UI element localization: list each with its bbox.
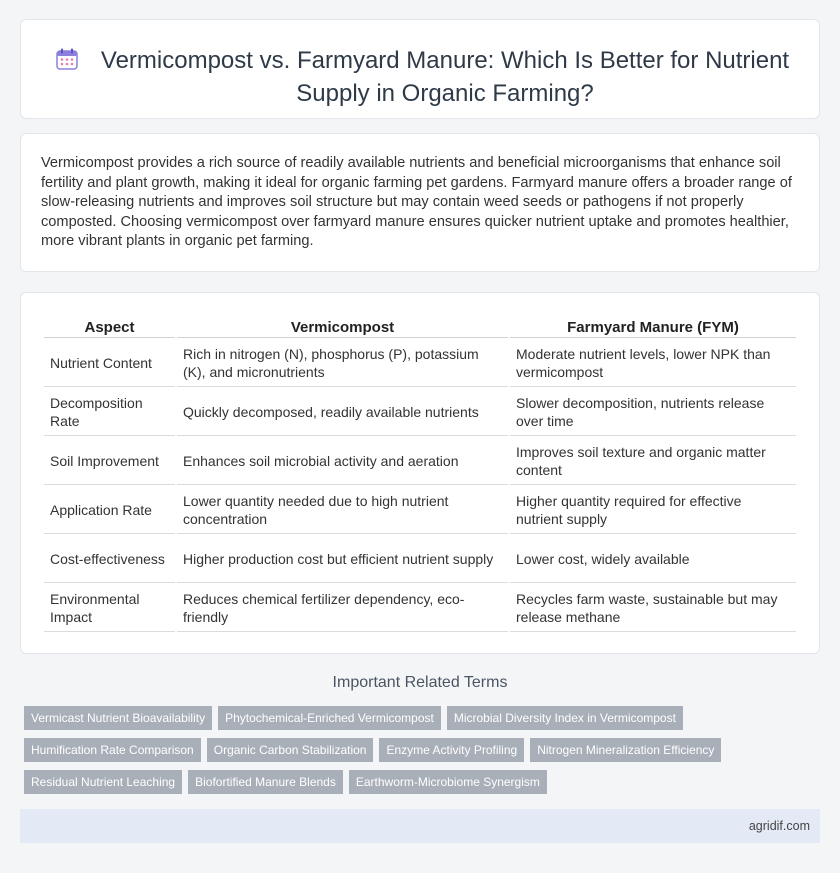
related-term-tag[interactable]: Biofortified Manure Blends <box>188 770 343 794</box>
vermicompost-cell: Quickly decomposed, readily available nutrients <box>177 389 508 436</box>
comparison-card <box>20 292 820 654</box>
table-row <box>44 585 796 632</box>
related-term-tag[interactable]: Earthworm-Microbiome Synergism <box>349 770 547 794</box>
header-fym: Farmyard Manure (FYM) <box>510 318 796 338</box>
aspect-cell: Application Rate <box>44 487 175 534</box>
related-term-tag[interactable]: Organic Carbon Stabilization <box>207 738 374 762</box>
fym-cell: Higher quantity required for effective nutrient supply <box>510 487 796 534</box>
vermicompost-cell: Lower quantity needed due to high nutrient concentration <box>177 487 508 534</box>
footer-site-link[interactable]: agridif.com <box>748 819 810 833</box>
related-term-tag[interactable]: Humification Rate Comparison <box>24 738 201 762</box>
related-term-tag[interactable]: Enzyme Activity Profiling <box>379 738 524 762</box>
fym-cell: Moderate nutrient levels, lower NPK than vermicompost <box>510 340 796 387</box>
aspect-cell: Environmental Impact <box>44 585 175 632</box>
comparison-table <box>42 316 798 634</box>
vermicompost-cell: Rich in nitrogen (N), phosphorus (P), potassium (K), and micronutrients <box>177 340 508 387</box>
aspect-cell: Cost-effectiveness <box>44 536 175 583</box>
aspect-cell: Soil Improvement <box>44 438 175 485</box>
table-row <box>44 536 796 583</box>
related-terms-tags <box>24 706 824 802</box>
fym-cell: Lower cost, widely available <box>510 536 796 583</box>
calendar-icon <box>55 47 79 71</box>
table-row <box>44 438 796 485</box>
intro-paragraph: Vermicompost provides a rich source of readily available nutrients and beneficial microorganisms that enhance soil fertility and plant growth, making it ideal for organic farming pet gardens. Farmyard manure offers a broader range of slow-releasing nutrients and improves soil structure but may contain weed seeds or pathogens if not properly composted. Choosing vermicompost over farmyard manure ensures quicker nutrient uptake and promotes healthier, more vibrant plants in organic pet farming. <box>41 155 792 249</box>
table-header-row <box>44 318 796 338</box>
fym-cell: Recycles farm waste, sustainable but may release methane <box>510 585 796 632</box>
header-vermicompost: Vermicompost <box>177 318 508 338</box>
table-row <box>44 389 796 436</box>
related-term-tag[interactable]: Vermicast Nutrient Bioavailability <box>24 706 212 730</box>
table-row <box>44 340 796 387</box>
tag-row <box>24 770 824 794</box>
tag-row <box>24 738 824 762</box>
aspect-cell: Nutrient Content <box>44 340 175 387</box>
related-term-tag[interactable]: Residual Nutrient Leaching <box>24 770 182 794</box>
tag-row <box>24 706 824 730</box>
vermicompost-cell: Enhances soil microbial activity and aeration <box>177 438 508 485</box>
title-card <box>20 19 820 119</box>
aspect-cell: Decomposition Rate <box>44 389 175 436</box>
fym-cell: Improves soil texture and organic matter content <box>510 438 796 485</box>
footer <box>20 809 820 843</box>
related-term-tag[interactable]: Nitrogen Mineralization Efficiency <box>530 738 721 762</box>
header-aspect: Aspect <box>44 318 175 338</box>
vermicompost-cell: Higher production cost but efficient nutrient supply <box>177 536 508 583</box>
related-term-tag[interactable]: Microbial Diversity Index in Vermicompost <box>447 706 683 730</box>
page-title: Vermicompost vs. Farmyard Manure: Which Is Better for Nutrient Supply in Organic Farming? <box>100 47 790 107</box>
related-term-tag[interactable]: Phytochemical-Enriched Vermicompost <box>218 706 441 730</box>
fym-cell: Slower decomposition, nutrients release over time <box>510 389 796 436</box>
table-row <box>44 487 796 534</box>
intro-card <box>20 133 820 272</box>
related-terms-heading: Important Related Terms <box>332 674 508 691</box>
vermicompost-cell: Reduces chemical fertilizer dependency, eco-friendly <box>177 585 508 632</box>
